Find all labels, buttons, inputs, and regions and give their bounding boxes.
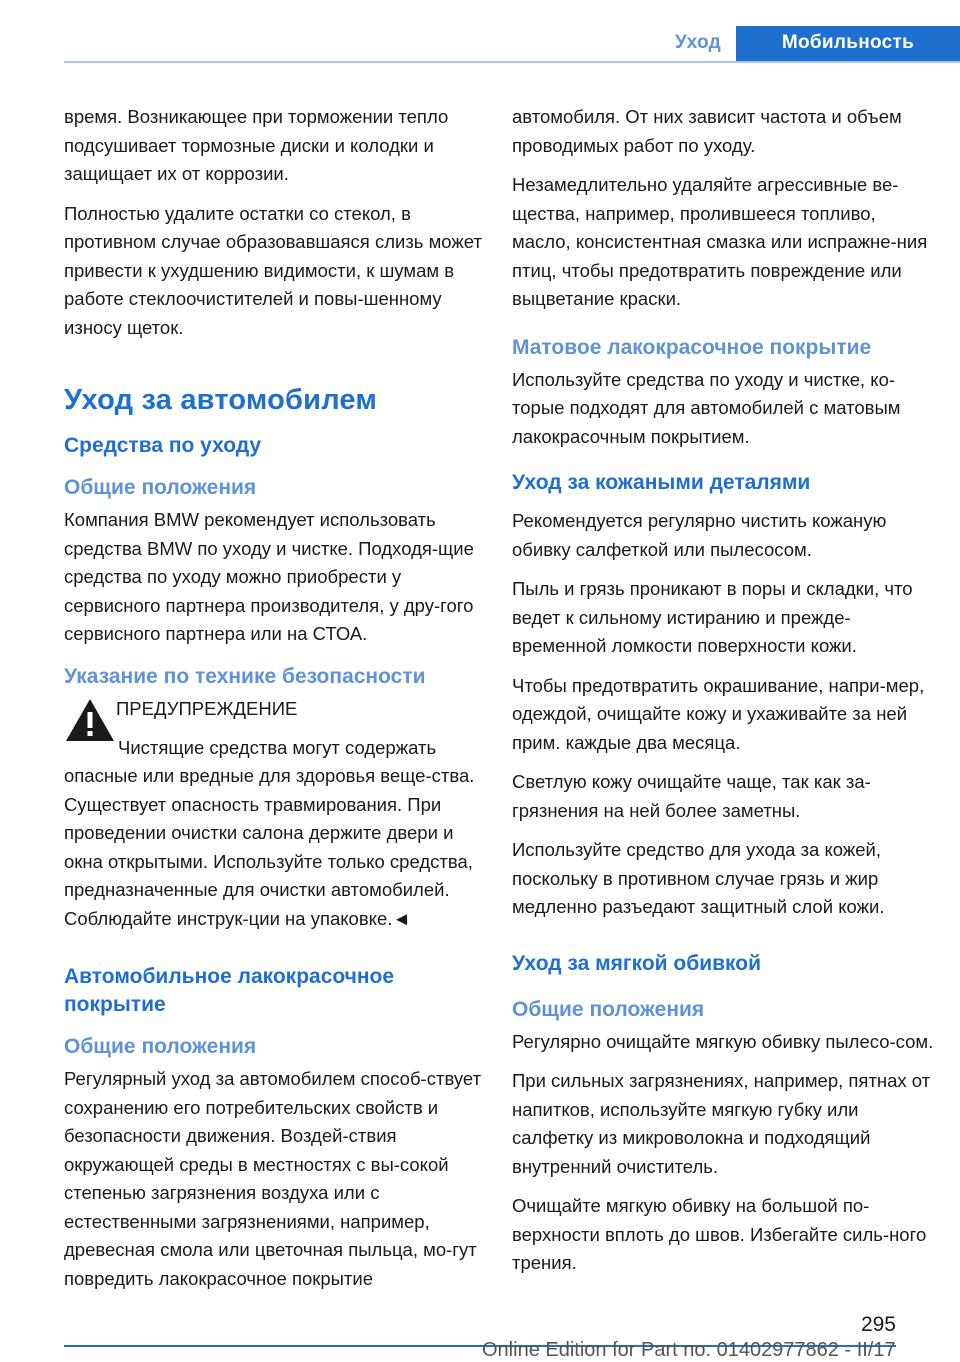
left-column xyxy=(64,103,482,1304)
paragraph: Регулярно очищайте мягкую обивку пылесо‐сом. xyxy=(512,1030,934,1052)
paragraph: Используйте средство для ухода за кожей, поскольку в противном случае грязь и жир медленно разъедают защитный слой кожи. xyxy=(512,839,885,917)
paragraph: автомобиля. От них зависит частота и объем проводимых работ по уходу. xyxy=(512,106,902,156)
paragraph: Рекомендуется регулярно чистить кожаную обивку салфеткой или пылесосом. xyxy=(512,510,887,560)
paragraph: Компания BMW рекомендует использовать средства BMW по уходу и чистке. Подходя‐щие средства по уходу можно приобрести у сервисного партнера производителя, у дру‐гого сервисного партнера или на СТОА. xyxy=(64,509,474,644)
page-number: 295 xyxy=(860,1313,896,1336)
heading-general-provisions-2: Общие положения xyxy=(64,1035,257,1058)
tab-mobility[interactable]: Мобильность xyxy=(736,26,960,62)
heading-general-provisions: Общие положения xyxy=(64,476,257,499)
paragraph: Чтобы предотвратить окрашивание, напри‐мер, одеждой, очищайте кожу и ухаживайте за ней прим. каждые два месяца. xyxy=(512,674,925,753)
paragraph: Пыль и грязь проникают в поры и складки, что ведет к сильному истиранию и прежде‐временной ломкости поверхности кожи. xyxy=(512,578,913,656)
subsection-title-upholstery: Уход за мягкой обивкой xyxy=(512,951,762,975)
subsection-title-paint: Автомобильное лакокрасочное покрытие xyxy=(64,965,395,1016)
paragraph: Очищайте мягкую обивку на большой по‐верхности вплоть до швов. Избегайте силь‐ного трения. xyxy=(512,1195,927,1273)
paragraph: Полностью удалите остатки со стекол, в противном случае образовавшаяся слизь может привести к ухудшению видимости, к шумам в работе стеклоочистителей и повы‐шенному износу щеток. xyxy=(64,202,482,338)
tab-care[interactable]: Уход xyxy=(674,32,722,53)
footer-edition: Online Edition for Part no. 01402977862 - II/17 xyxy=(482,1339,896,1361)
header-tabs xyxy=(660,26,960,62)
paragraph: При сильных загрязнениях, например, пятнах от напитков, используйте мягкую губку или салфетку из микроволокна и подходящий внутренний очиститель. xyxy=(512,1070,931,1177)
warning-text: Чистящие средства могут содержать опасные или вредные для здоровья веще‐ства. Существует опасность травмирования. При проведении очистки салона держите двери и окна открытыми. Используйте только средства, предназначенные для очистки автомобилей. Соблюдайте инструк‐ции на упаковке.◄ xyxy=(64,736,475,929)
subsection-title-care-products: Средства по уходу xyxy=(64,434,262,457)
paragraph: Незамедлительно удаляйте агрессивные ве‐щества, например, пролившееся топливо, масло, консистентная смазка или испражне‐ния птиц, чтобы предотвратить повреждение или выцветание краски. xyxy=(512,174,928,309)
heading-general-provisions-3: Общие положения xyxy=(512,997,705,1021)
subsection-title-leather: Уход за кожаными деталями xyxy=(512,471,811,494)
warning-triangle-icon xyxy=(64,695,116,747)
right-column xyxy=(512,103,938,1289)
paragraph: время. Возникающее при торможении тепло подсушивает тормозные диски и колодки и защищает их от коррозии. xyxy=(64,106,449,184)
header-divider xyxy=(64,61,960,63)
paragraph: Регулярный уход за автомобилем способ‐ствует сохранению его потребительских свойств и безопасности движения. Воздей‐ствия окружающей среды в местностях с вы‐сокой степенью загрязнения воздуха или с естественными загрязнениями, например, древесная смола или цветочная пыльца, мо‐гут повредить лакокрасочное покрытие xyxy=(64,1068,482,1289)
heading-matte-paint: Матовое лакокрасочное покрытие xyxy=(512,335,872,359)
section-title-car-care: Уход за автомобилем xyxy=(64,384,378,416)
warning-title: ПРЕДУПРЕЖДЕНИЕ xyxy=(116,697,298,719)
paragraph: Используйте средства по уходу и чистке, ко‐торые подходят для автомобилей с матовым лакокрасочным покрытием. xyxy=(512,368,901,447)
heading-safety-note: Указание по технике безопасности xyxy=(64,664,426,688)
paragraph: Светлую кожу очищайте чаще, так как за‐грязнения на ней более заметны. xyxy=(512,771,871,821)
